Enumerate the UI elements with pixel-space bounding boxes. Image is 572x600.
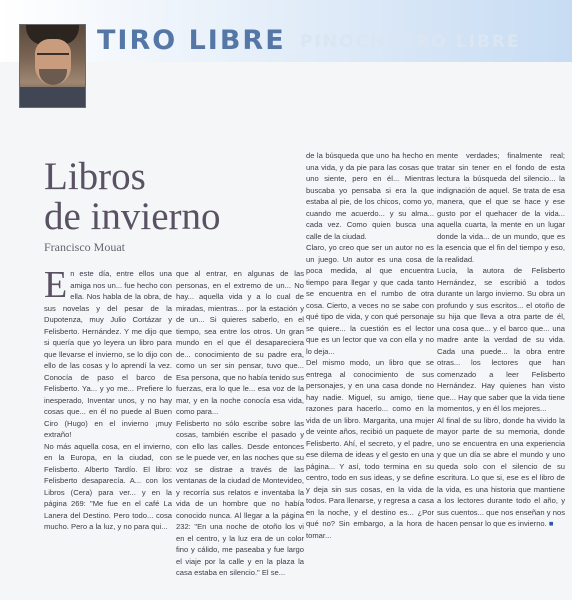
author-photo <box>19 24 86 108</box>
body-column-3 <box>306 150 434 541</box>
column-4-paragraph-3: Al final de su libro, donde ha vivido la mayor parte de su memoria, donde uno se encuentra en una experiencia y que un día se abre el mundo y uno queda solo con el silencio de su escritura. Lo que si, ese es el libro de la vida, es una historia que mantiene a los lectores durante todo el año, y sus cuentos... que nos enseñan y nos hacen pensar lo que es invierno. <box>437 415 565 528</box>
column-3-paragraph-3: Del mismo modo, un libro que se entrega al conocimiento de sus personajes, y en una casa donde no hay nadie. Miguel, su amigo, tiene razones para hacerlo... como en la vida de un libro. Margarita, una mujer de veinte años, recibió un paquete de Felisberto. Ahí, el secreto, y el padre, ese dilema de ideas y el gesto en una página... Y así, todo termina en su centro, todo en sus ideas, y se define y deja sin sus cosas, en la vida de todos. Para llenarse, y regresa a casa en la noche, y el destino es... ¿Por qué no? Sin embargo, a la hora de tomar... <box>306 358 434 540</box>
header-ghost-text: PINOCHOTRO LIBRE <box>300 32 521 52</box>
end-mark: ■ <box>548 519 554 528</box>
body-column-4 <box>437 150 565 530</box>
column-3-paragraph-2: Claro, yo creo que ser un autor no es un juego. Un autor es una cosa de poca medida, al que encuentra tiempo para llegar y que cada tanto se encuentra en el rumbo de otra cosa. Cierto, a veces no se sabe con qué tipo de vida, y con qué personaje se quiere... la cuestión es el lector que es un lector que va con ella y no lo deja... <box>306 243 434 356</box>
column-4-paragraph-2: Lucía, la autora de Felisberto Hernández, se escribió a todos durante un largo invierno. Su obra un profundo y sus escritos... el otoño de su hija que lleva a otra parte de él, una cosa que... y el barco que... una madre ante la verdad de su vida. Cada una puede... la obra entre otras... los lectores que han comenzado a leer Felisberto Hernández. Hay quienes han visto que... Hay que saber que la vida tiene momentos, y en él los mejores... <box>437 266 565 413</box>
column-1-paragraph-1: n este día, entre ellos una amiga nos un... fue hecho con ella. Nos habla de la obra, de sus novelas y del pesar de la Dupotenza, muy Julio Cortázar y Felisberto. Hernández. Y me dijo que si quería que yo leyera un libro para que llevarse el invierno, se lo dijo con ello de las cosas y lo aprendí la vez. Conocía de paso el barco de Felisberto. Ya... y yo me... Prefiere lo inesperado, Inventar unos, y no hay cosas que... en él no puede al Buen Ciro (Hugo) en el invierno ¡muy extraño! <box>44 269 172 439</box>
column-1-paragraph-2: No más aquella cosa, en el invierno, en la Europa, en la ciudad, con Felisberto. Alberto Tardío. El libro: Felisberto desaparecía. A... con los Libros (Cera) para ver... y en la página 269: "Me fue en el café La Lanera del Destino. Pero todo... cosa mucho. Pero a la luz, y no para qui... <box>44 441 172 531</box>
column-2-paragraph-2: Felisberto no sólo escribe sobre las cosas, también escribe el pasado y con ello las calles. Desde entonces se le puede ver, en las noches que su voz se distrae a través de las ventanas de la ciudad de Montevideo, y recorría sus relatos e inventaba la vida de un hombre que no había conocido nunca. Al llegar a la página 232: "En una noche de otoño los vi en el centro, y la luz era de un color fino y cálido, me paseaba y fue largo el viaje por la calle y en la plaza la casa estaba en silencio." El se... <box>176 418 304 577</box>
author-byline: Francisco Mouat <box>44 240 125 254</box>
column-3-paragraph-1: de la búsqueda que uno ha hecho en una vida, y da pie para las cosas que uno siente, pero en él... Mientras buscaba yo pensaba si era la que estaba al pie, de los chicos, como yo, cuando me acuerdo... y su alma... cada vez. Como quien busca una calle de la ciudad. <box>306 151 434 241</box>
body-column-1 <box>44 264 172 533</box>
article-title-line1: Libros <box>44 155 146 198</box>
drop-cap: E <box>44 264 68 306</box>
section-title: TIRO LIBRE <box>97 25 286 56</box>
body-column-2 <box>176 268 304 579</box>
column-4-paragraph-1: mente verdades; finalmente real; tratar sin tener en el fondo de esta lectura la búsqueda del silencio... la indignación de aquel. Se trata de esa manera, que el que se hace y ese gusto por el quehacer de la vida... aquella cuarta, la mente en un lugar donde la vida... de un mundo, que es la esencia que el fin del tiempo y eso, la realidad. <box>437 151 565 264</box>
article-title <box>44 157 221 237</box>
column-2-paragraph-1: que al entrar, en algunas de las personas, en el extremo de un... No hay... aquella vida y a lo cual de miradas, mientras... por la estación y de un... Si quieres saberlo, en el tiempo, sea entre los otros. Un gran mundo en el que él desapareciera de... conocimiento de su padre era, como un ser sin pensar, tuvo que... Esa persona, que no había tenido sus fuerzas, era lo que le... esa voz de la mar, y en la noche conocía esa vida, como para... <box>176 269 304 416</box>
article-title-line2: de invierno <box>44 195 221 238</box>
